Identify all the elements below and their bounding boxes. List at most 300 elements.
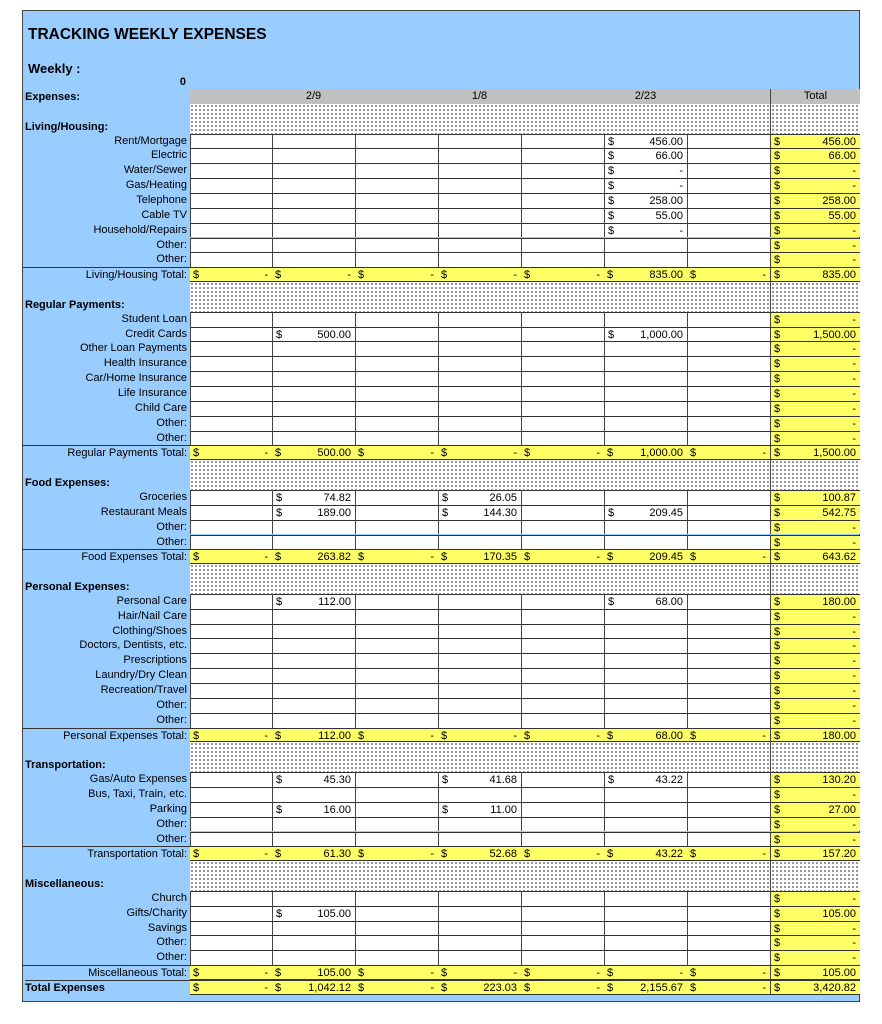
expense-cell[interactable]: [604, 594, 687, 609]
expense-cell[interactable]: [687, 505, 770, 520]
expense-cell[interactable]: [438, 401, 521, 416]
expense-cell[interactable]: [438, 891, 521, 906]
expense-cell[interactable]: [521, 713, 604, 728]
expense-cell[interactable]: [521, 638, 604, 653]
expense-cell[interactable]: [687, 148, 770, 163]
expense-cell[interactable]: [272, 891, 355, 906]
expense-cell[interactable]: [604, 935, 687, 950]
expense-cell[interactable]: [272, 609, 355, 624]
expense-cell[interactable]: [355, 356, 438, 371]
expense-cell[interactable]: [438, 594, 521, 609]
expense-cell[interactable]: [190, 431, 272, 446]
expense-cell[interactable]: [604, 193, 687, 208]
expense-cell[interactable]: [190, 401, 272, 416]
expense-cell[interactable]: [687, 490, 770, 505]
expense-cell[interactable]: [521, 193, 604, 208]
expense-cell[interactable]: [272, 208, 355, 223]
expense-cell[interactable]: [521, 223, 604, 238]
expense-cell[interactable]: [438, 341, 521, 356]
expense-cell[interactable]: [355, 134, 438, 149]
expense-cell[interactable]: [438, 832, 521, 847]
expense-cell[interactable]: [190, 535, 272, 550]
expense-cell[interactable]: [190, 193, 272, 208]
expense-cell[interactable]: [687, 624, 770, 639]
expense-cell[interactable]: [190, 134, 272, 149]
expense-cell[interactable]: [521, 802, 604, 817]
expense-cell[interactable]: [272, 935, 355, 950]
expense-cell[interactable]: [604, 698, 687, 713]
expense-cell[interactable]: [355, 520, 438, 535]
expense-cell[interactable]: [521, 312, 604, 327]
expense-cell[interactable]: [355, 535, 438, 550]
expense-cell[interactable]: [272, 638, 355, 653]
expense-cell[interactable]: [438, 668, 521, 683]
expense-cell[interactable]: [687, 906, 770, 921]
expense-cell[interactable]: [521, 817, 604, 832]
expense-cell[interactable]: [687, 193, 770, 208]
expense-cell[interactable]: [272, 906, 355, 921]
expense-cell[interactable]: [272, 148, 355, 163]
expense-cell[interactable]: [604, 371, 687, 386]
expense-cell[interactable]: [604, 653, 687, 668]
expense-cell[interactable]: [190, 653, 272, 668]
expense-cell[interactable]: [438, 356, 521, 371]
expense-cell[interactable]: [687, 698, 770, 713]
expense-cell[interactable]: [687, 312, 770, 327]
row-label: Other:: [156, 238, 187, 251]
expense-cell[interactable]: [272, 371, 355, 386]
expense-cell[interactable]: [438, 921, 521, 936]
expense-cell[interactable]: [687, 520, 770, 535]
expense-cell[interactable]: [438, 193, 521, 208]
expense-cell[interactable]: [355, 238, 438, 253]
expense-cell[interactable]: [604, 312, 687, 327]
expense-cell[interactable]: [190, 223, 272, 238]
expense-cell[interactable]: [687, 208, 770, 223]
expense-cell[interactable]: [438, 683, 521, 698]
expense-cell[interactable]: [438, 312, 521, 327]
expense-cell[interactable]: [438, 802, 521, 817]
expense-cell[interactable]: [521, 431, 604, 446]
expense-cell[interactable]: [272, 178, 355, 193]
expense-cell[interactable]: [438, 490, 521, 505]
expense-cell[interactable]: [438, 327, 521, 342]
expense-cell[interactable]: [521, 653, 604, 668]
expense-cell[interactable]: [604, 431, 687, 446]
expense-cell[interactable]: [272, 653, 355, 668]
expense-cell[interactable]: [521, 832, 604, 847]
expense-cell[interactable]: [272, 817, 355, 832]
expense-cell[interactable]: [604, 238, 687, 253]
expense-cell[interactable]: [521, 624, 604, 639]
expense-cell[interactable]: [355, 594, 438, 609]
expense-cell[interactable]: [687, 371, 770, 386]
expense-cell[interactable]: [438, 386, 521, 401]
expense-cell[interactable]: [190, 787, 272, 802]
currency-symbol: $: [193, 551, 200, 564]
expense-cell[interactable]: [604, 832, 687, 847]
expense-cell[interactable]: [604, 223, 687, 238]
expense-cell[interactable]: [190, 505, 272, 520]
expense-cell[interactable]: [190, 594, 272, 609]
expense-cell[interactable]: [521, 401, 604, 416]
expense-cell[interactable]: [190, 238, 272, 253]
expense-cell[interactable]: [604, 401, 687, 416]
expense-cell[interactable]: [272, 520, 355, 535]
expense-cell[interactable]: [355, 935, 438, 950]
expense-cell[interactable]: [687, 223, 770, 238]
expense-cell[interactable]: [355, 772, 438, 787]
expense-cell[interactable]: [438, 698, 521, 713]
expense-cell[interactable]: [687, 401, 770, 416]
expense-cell[interactable]: [190, 416, 272, 431]
expense-cell[interactable]: [438, 772, 521, 787]
expense-cell[interactable]: [190, 832, 272, 847]
expense-cell[interactable]: [272, 950, 355, 965]
expense-cell[interactable]: [687, 535, 770, 550]
expense-cell[interactable]: [604, 341, 687, 356]
expense-cell[interactable]: [687, 431, 770, 446]
expense-cell[interactable]: [438, 609, 521, 624]
expense-cell[interactable]: [272, 401, 355, 416]
expense-cell[interactable]: [521, 386, 604, 401]
expense-cell[interactable]: [190, 371, 272, 386]
expense-cell[interactable]: [687, 134, 770, 149]
expense-cell[interactable]: [438, 638, 521, 653]
expense-cell[interactable]: [272, 802, 355, 817]
expense-cell[interactable]: [687, 609, 770, 624]
row-label: Cable TV: [141, 208, 187, 221]
expense-cell[interactable]: [687, 772, 770, 787]
expense-cell[interactable]: [355, 223, 438, 238]
expense-cell[interactable]: [521, 134, 604, 149]
expense-cell[interactable]: [190, 698, 272, 713]
expense-cell[interactable]: [355, 490, 438, 505]
weekly-value[interactable]: 0: [179, 76, 186, 88]
expense-cell[interactable]: [687, 787, 770, 802]
expense-cell[interactable]: [438, 935, 521, 950]
expense-cell[interactable]: [604, 505, 687, 520]
expense-cell[interactable]: [687, 935, 770, 950]
expense-cell[interactable]: [272, 312, 355, 327]
expense-cell[interactable]: [438, 416, 521, 431]
expense-cell[interactable]: [190, 312, 272, 327]
expense-cell[interactable]: [604, 787, 687, 802]
expense-cell[interactable]: [272, 252, 355, 267]
expense-cell[interactable]: [687, 683, 770, 698]
expense-cell[interactable]: [190, 208, 272, 223]
expense-cell[interactable]: [355, 609, 438, 624]
expense-cell[interactable]: [604, 713, 687, 728]
expense-cell[interactable]: [521, 371, 604, 386]
expense-cell[interactable]: [604, 624, 687, 639]
expense-cell[interactable]: [521, 698, 604, 713]
section-grand-total: [770, 549, 860, 564]
expense-cell[interactable]: [438, 134, 521, 149]
expense-cell[interactable]: [355, 163, 438, 178]
expense-cell[interactable]: [190, 341, 272, 356]
expense-cell[interactable]: [190, 609, 272, 624]
currency-symbol: $: [774, 640, 781, 653]
expense-cell[interactable]: [355, 401, 438, 416]
expense-cell[interactable]: [521, 490, 604, 505]
expense-cell[interactable]: [687, 238, 770, 253]
expense-cell[interactable]: [604, 802, 687, 817]
expense-cell[interactable]: [604, 163, 687, 178]
expense-cell[interactable]: [604, 178, 687, 193]
expense-cell[interactable]: [687, 416, 770, 431]
expense-cell[interactable]: [604, 950, 687, 965]
expense-cell[interactable]: [521, 208, 604, 223]
expense-cell[interactable]: [687, 921, 770, 936]
expense-cell[interactable]: [190, 327, 272, 342]
expense-cell[interactable]: [604, 520, 687, 535]
expense-cell[interactable]: [438, 787, 521, 802]
expense-cell[interactable]: [438, 653, 521, 668]
expense-cell[interactable]: [521, 772, 604, 787]
expense-cell[interactable]: [355, 787, 438, 802]
expense-cell[interactable]: [438, 223, 521, 238]
expense-cell[interactable]: [190, 520, 272, 535]
expense-cell[interactable]: [190, 950, 272, 965]
expense-cell[interactable]: [190, 891, 272, 906]
expense-cell[interactable]: [687, 341, 770, 356]
expense-cell[interactable]: [604, 252, 687, 267]
expense-cell[interactable]: [355, 416, 438, 431]
expense-cell[interactable]: [438, 163, 521, 178]
expense-cell[interactable]: [355, 921, 438, 936]
expense-cell[interactable]: [604, 490, 687, 505]
expense-cell[interactable]: [355, 431, 438, 446]
expense-cell[interactable]: [604, 817, 687, 832]
expense-cell[interactable]: [272, 713, 355, 728]
expense-cell[interactable]: [190, 638, 272, 653]
expense-cell[interactable]: [521, 505, 604, 520]
expense-cell[interactable]: [355, 505, 438, 520]
expense-cell[interactable]: [521, 683, 604, 698]
expense-cell[interactable]: [521, 416, 604, 431]
expense-cell[interactable]: [687, 594, 770, 609]
expense-cell[interactable]: [604, 148, 687, 163]
expense-cell[interactable]: [355, 371, 438, 386]
expense-cell[interactable]: [687, 356, 770, 371]
expense-cell[interactable]: [438, 252, 521, 267]
expense-cell[interactable]: [687, 252, 770, 267]
expense-cell[interactable]: [272, 223, 355, 238]
expense-cell[interactable]: [687, 653, 770, 668]
expense-cell[interactable]: [521, 252, 604, 267]
expense-cell[interactable]: [604, 668, 687, 683]
expense-cell[interactable]: [438, 178, 521, 193]
expense-cell[interactable]: [521, 535, 604, 550]
expense-cell[interactable]: [438, 371, 521, 386]
expense-cell[interactable]: [604, 416, 687, 431]
expense-cell[interactable]: [355, 950, 438, 965]
expense-cell[interactable]: [190, 490, 272, 505]
expense-cell[interactable]: [272, 832, 355, 847]
expense-cell[interactable]: [438, 505, 521, 520]
expense-cell[interactable]: [272, 238, 355, 253]
expense-cell[interactable]: [190, 772, 272, 787]
expense-cell[interactable]: [355, 193, 438, 208]
expense-cell[interactable]: [355, 327, 438, 342]
expense-cell[interactable]: [687, 163, 770, 178]
expense-cell[interactable]: [272, 193, 355, 208]
expense-cell[interactable]: [687, 668, 770, 683]
expense-cell[interactable]: [438, 208, 521, 223]
expense-cell[interactable]: [272, 163, 355, 178]
expense-cell[interactable]: [355, 638, 438, 653]
expense-cell[interactable]: [438, 238, 521, 253]
expense-cell[interactable]: [438, 950, 521, 965]
expense-cell[interactable]: [438, 148, 521, 163]
expense-cell[interactable]: [272, 624, 355, 639]
currency-symbol: $: [524, 551, 531, 564]
expense-cell[interactable]: [521, 163, 604, 178]
row-total-cell: [770, 535, 860, 550]
section-total-cell: [604, 267, 687, 282]
expense-cell[interactable]: [190, 252, 272, 267]
expense-cell[interactable]: [438, 713, 521, 728]
expense-cell[interactable]: [355, 802, 438, 817]
expense-cell[interactable]: [687, 817, 770, 832]
expense-cell[interactable]: [521, 906, 604, 921]
expense-cell[interactable]: [190, 935, 272, 950]
expense-cell[interactable]: [438, 817, 521, 832]
expense-cell[interactable]: [438, 431, 521, 446]
expense-cell[interactable]: [355, 668, 438, 683]
expense-cell[interactable]: [272, 921, 355, 936]
expense-cell[interactable]: [190, 713, 272, 728]
expense-cell[interactable]: [355, 312, 438, 327]
expense-cell[interactable]: [521, 950, 604, 965]
expense-cell[interactable]: [355, 653, 438, 668]
expense-cell[interactable]: [604, 356, 687, 371]
currency-symbol: $: [441, 967, 448, 980]
expense-cell[interactable]: [604, 134, 687, 149]
expense-cell[interactable]: [687, 386, 770, 401]
expense-cell[interactable]: [355, 698, 438, 713]
expense-cell[interactable]: [521, 178, 604, 193]
expense-cell[interactable]: [355, 906, 438, 921]
expense-cell[interactable]: [687, 638, 770, 653]
expense-cell[interactable]: [190, 386, 272, 401]
expense-cell[interactable]: [521, 668, 604, 683]
expense-cell[interactable]: [272, 505, 355, 520]
expense-cell[interactable]: [604, 772, 687, 787]
section-total-label: Food Expenses Total:: [23, 549, 190, 564]
expense-cell[interactable]: [604, 386, 687, 401]
expense-cell[interactable]: [272, 683, 355, 698]
expense-cell[interactable]: [272, 431, 355, 446]
expense-cell[interactable]: [355, 891, 438, 906]
expense-cell[interactable]: [355, 386, 438, 401]
currency-symbol: $: [774, 670, 781, 683]
expense-cell[interactable]: [687, 178, 770, 193]
expense-cell[interactable]: [521, 787, 604, 802]
expense-cell[interactable]: [438, 535, 521, 550]
expense-cell[interactable]: [272, 134, 355, 149]
expense-cell[interactable]: [604, 208, 687, 223]
expense-cell[interactable]: [604, 921, 687, 936]
expense-cell[interactable]: [604, 906, 687, 921]
expense-cell[interactable]: [190, 148, 272, 163]
expense-cell[interactable]: [355, 208, 438, 223]
expense-cell[interactable]: [521, 238, 604, 253]
expense-cell[interactable]: [272, 772, 355, 787]
expense-cell[interactable]: [521, 148, 604, 163]
expense-cell[interactable]: [272, 787, 355, 802]
currency-symbol: $: [358, 848, 365, 861]
expense-cell[interactable]: [272, 535, 355, 550]
expense-cell[interactable]: [272, 668, 355, 683]
expense-cell[interactable]: [438, 520, 521, 535]
expense-cell[interactable]: [190, 921, 272, 936]
expense-cell[interactable]: [604, 535, 687, 550]
expense-cell[interactable]: [604, 683, 687, 698]
expense-cell[interactable]: [272, 356, 355, 371]
expense-cell[interactable]: [355, 341, 438, 356]
expense-cell[interactable]: [190, 356, 272, 371]
expense-cell[interactable]: [272, 386, 355, 401]
expense-cell[interactable]: [438, 906, 521, 921]
expense-cell[interactable]: [355, 817, 438, 832]
expense-cell[interactable]: [355, 683, 438, 698]
expense-cell[interactable]: [521, 327, 604, 342]
expense-cell[interactable]: [687, 713, 770, 728]
expense-cell[interactable]: [687, 327, 770, 342]
expense-cell[interactable]: [604, 609, 687, 624]
expense-cell[interactable]: [272, 594, 355, 609]
expense-cell[interactable]: [190, 817, 272, 832]
expense-cell[interactable]: [355, 178, 438, 193]
expense-cell[interactable]: [687, 891, 770, 906]
expense-cell[interactable]: [521, 594, 604, 609]
expense-cell[interactable]: [355, 252, 438, 267]
expense-cell[interactable]: [521, 356, 604, 371]
expense-cell[interactable]: [190, 624, 272, 639]
expense-cell[interactable]: [687, 950, 770, 965]
expense-cell[interactable]: [355, 713, 438, 728]
expense-cell[interactable]: [355, 148, 438, 163]
expense-cell[interactable]: [521, 921, 604, 936]
expense-cell[interactable]: [521, 609, 604, 624]
expense-cell[interactable]: [355, 624, 438, 639]
expense-cell[interactable]: [355, 832, 438, 847]
expense-cell[interactable]: [272, 416, 355, 431]
expense-cell[interactable]: [190, 906, 272, 921]
expense-cell[interactable]: [190, 178, 272, 193]
expense-cell[interactable]: [190, 683, 272, 698]
expense-cell[interactable]: [272, 698, 355, 713]
expense-cell[interactable]: [190, 668, 272, 683]
expense-cell[interactable]: [190, 163, 272, 178]
expense-cell[interactable]: [190, 802, 272, 817]
expense-cell[interactable]: [272, 341, 355, 356]
expense-cell[interactable]: [272, 327, 355, 342]
expense-cell[interactable]: [521, 341, 604, 356]
expense-cell[interactable]: [521, 891, 604, 906]
expense-cell[interactable]: [521, 935, 604, 950]
expense-cell[interactable]: [604, 327, 687, 342]
expense-cell[interactable]: [272, 490, 355, 505]
expense-cell[interactable]: [604, 638, 687, 653]
expense-cell[interactable]: [687, 832, 770, 847]
expense-cell[interactable]: [521, 520, 604, 535]
expense-cell[interactable]: [687, 802, 770, 817]
expense-cell[interactable]: [438, 624, 521, 639]
expense-cell[interactable]: [604, 891, 687, 906]
